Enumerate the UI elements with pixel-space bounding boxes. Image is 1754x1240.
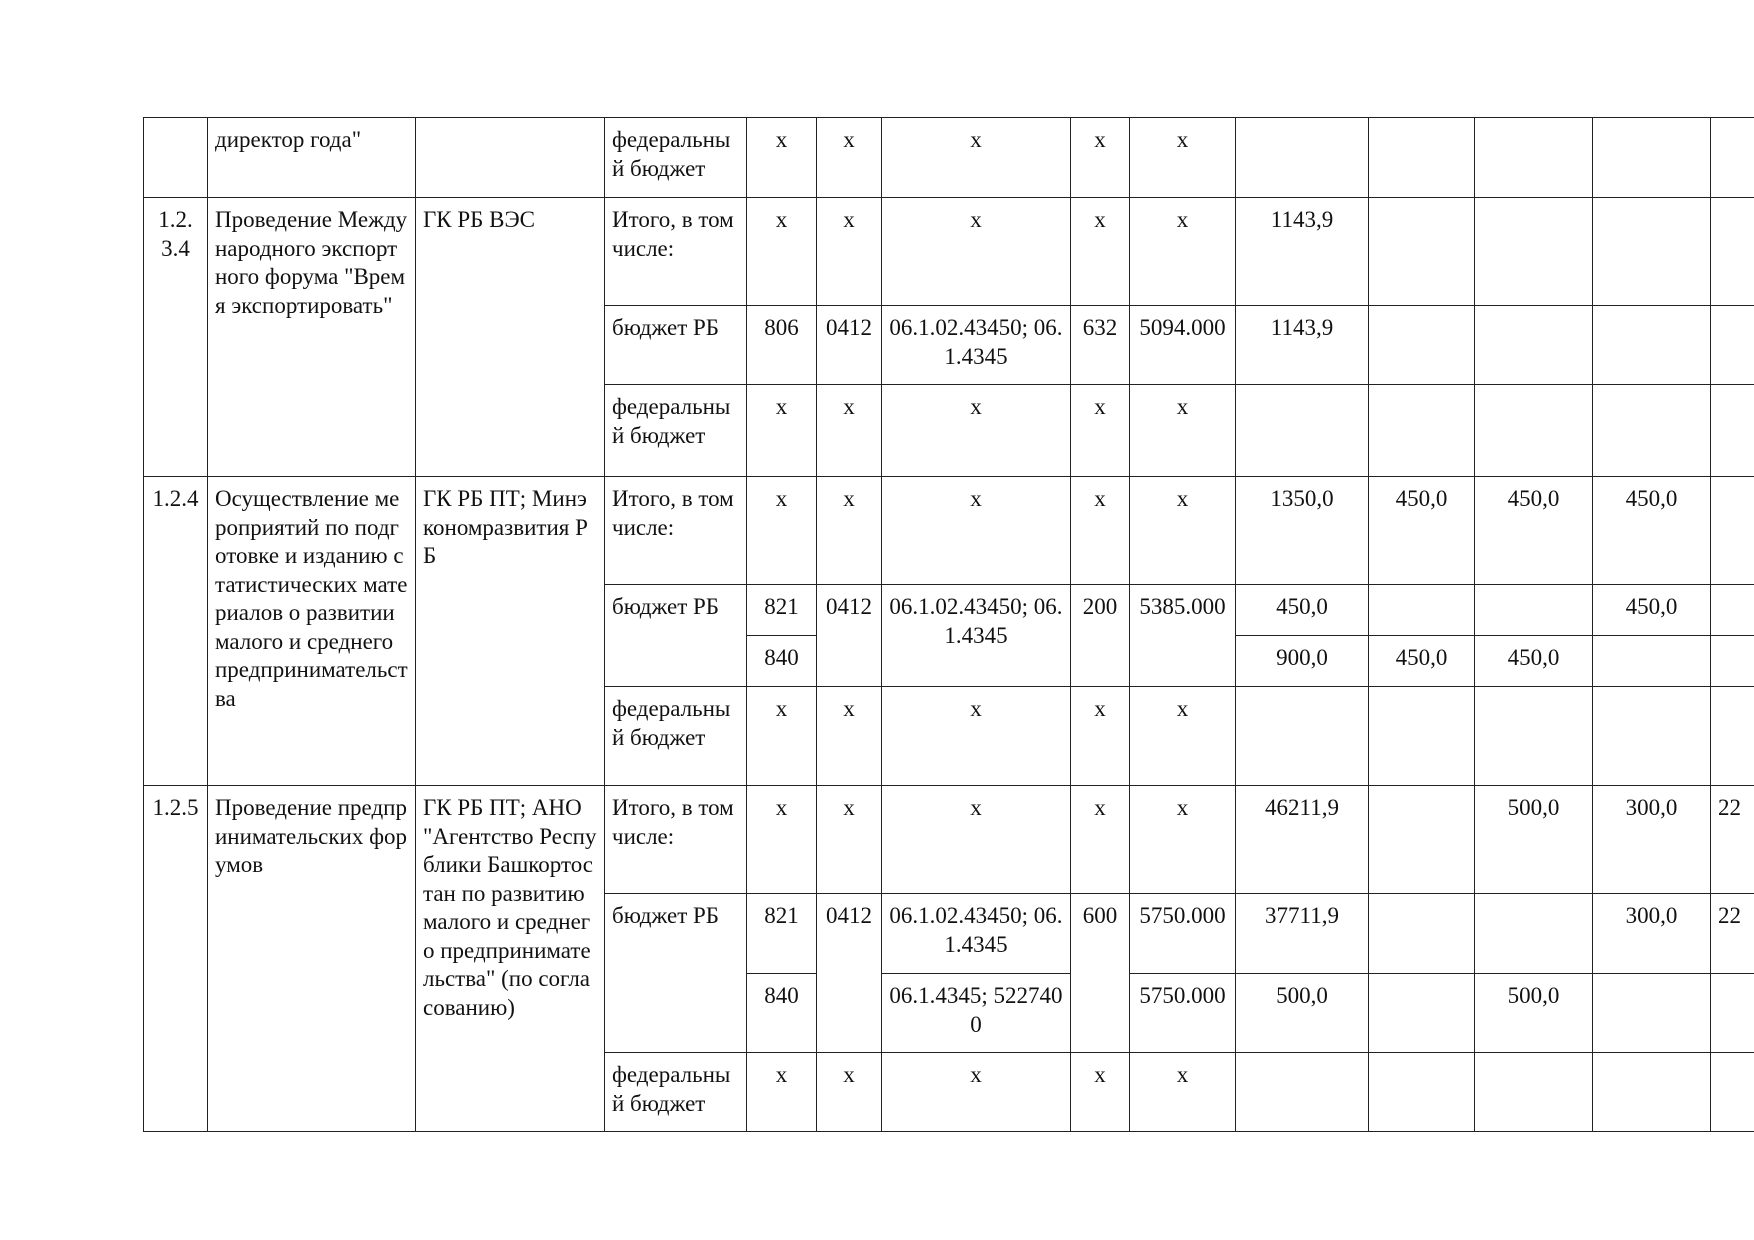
- year2-cell: [1475, 894, 1593, 974]
- year1-cell: [1369, 306, 1475, 385]
- year3-cell: [1593, 974, 1711, 1053]
- source-cell: федеральный бюджет: [605, 385, 747, 477]
- budget-table: [143, 117, 1754, 1132]
- table-row: [144, 198, 1754, 306]
- sum-cell: [1236, 687, 1369, 786]
- measure-name-cell: Осуществление мероприятий по подготовке и изданию статистических материалов о развитии малого и среднего предпринимательства: [208, 477, 416, 786]
- year3-cell: 450,0: [1593, 477, 1711, 585]
- measure-id-cell: 1.2.5: [144, 786, 208, 1132]
- kosgu-cell: х: [1130, 1053, 1236, 1132]
- measure-id-cell: [144, 118, 208, 198]
- vr-cell: х: [1071, 198, 1130, 306]
- vr-cell: 200: [1071, 585, 1130, 687]
- year3-cell: [1593, 118, 1711, 198]
- year4-cell: [1711, 1053, 1754, 1132]
- rzpr-cell: 0412: [817, 306, 882, 385]
- kosgu-cell: х: [1130, 118, 1236, 198]
- executor-cell: [416, 118, 605, 198]
- year4-cell: [1711, 636, 1754, 687]
- kosgu-cell: х: [1130, 198, 1236, 306]
- csr-cell: х: [882, 687, 1071, 786]
- measure-id-cell: 1.2.3.4: [144, 198, 208, 477]
- year3-cell: [1593, 385, 1711, 477]
- year3-cell: [1593, 636, 1711, 687]
- year3-cell: [1593, 198, 1711, 306]
- year2-cell: [1475, 118, 1593, 198]
- year2-cell: [1475, 1053, 1593, 1132]
- grbs-cell: 806: [747, 306, 817, 385]
- vr-cell: х: [1071, 786, 1130, 894]
- measure-id-cell: 1.2.4: [144, 477, 208, 786]
- csr-cell: х: [882, 385, 1071, 477]
- year3-cell: 300,0: [1593, 894, 1711, 974]
- grbs-cell: х: [747, 786, 817, 894]
- kosgu-cell: 5750.000: [1130, 894, 1236, 974]
- csr-cell: х: [882, 198, 1071, 306]
- vr-cell: х: [1071, 118, 1130, 198]
- kosgu-cell: х: [1130, 477, 1236, 585]
- grbs-cell: х: [747, 1053, 817, 1132]
- year2-cell: [1475, 385, 1593, 477]
- executor-cell: ГК РБ ПТ; АНО "Агентство Республики Башкортостан по развитию малого и среднего предпринимательства" (по согласованию): [416, 786, 605, 1132]
- year4-cell: 22: [1711, 786, 1754, 894]
- measure-name-cell: Проведение предпринимательских форумов: [208, 786, 416, 1132]
- table-row: [144, 477, 1754, 585]
- sum-cell: [1236, 118, 1369, 198]
- grbs-cell: 840: [747, 636, 817, 687]
- year2-cell: 450,0: [1475, 636, 1593, 687]
- year2-cell: 450,0: [1475, 477, 1593, 585]
- source-cell: бюджет РБ: [605, 894, 747, 1053]
- kosgu-cell: х: [1130, 687, 1236, 786]
- sum-cell: 450,0: [1236, 585, 1369, 636]
- grbs-cell: х: [747, 198, 817, 306]
- csr-cell: 06.1.4345; 5227400: [882, 974, 1071, 1053]
- rzpr-cell: х: [817, 687, 882, 786]
- csr-cell: 06.1.02.43450; 06.1.4345: [882, 894, 1071, 974]
- source-cell: Итого, в том числе:: [605, 786, 747, 894]
- kosgu-cell: 5750.000: [1130, 974, 1236, 1053]
- rzpr-cell: х: [817, 1053, 882, 1132]
- source-cell: Итого, в том числе:: [605, 477, 747, 585]
- rzpr-cell: х: [817, 477, 882, 585]
- grbs-cell: х: [747, 687, 817, 786]
- year1-cell: [1369, 198, 1475, 306]
- rzpr-cell: х: [817, 198, 882, 306]
- year4-cell: 22: [1711, 894, 1754, 974]
- table-row: [144, 118, 1754, 198]
- year2-cell: 500,0: [1475, 974, 1593, 1053]
- source-cell: федеральный бюджет: [605, 1053, 747, 1132]
- year2-cell: [1475, 306, 1593, 385]
- sum-cell: 37711,9: [1236, 894, 1369, 974]
- year2-cell: [1475, 198, 1593, 306]
- year3-cell: [1593, 1053, 1711, 1132]
- source-cell: федеральный бюджет: [605, 118, 747, 198]
- grbs-cell: х: [747, 477, 817, 585]
- year1-cell: [1369, 1053, 1475, 1132]
- rzpr-cell: х: [817, 385, 882, 477]
- year4-cell: [1711, 974, 1754, 1053]
- year1-cell: [1369, 786, 1475, 894]
- csr-cell: х: [882, 477, 1071, 585]
- sum-cell: 500,0: [1236, 974, 1369, 1053]
- year2-cell: [1475, 687, 1593, 786]
- source-cell: бюджет РБ: [605, 306, 747, 385]
- vr-cell: 600: [1071, 894, 1130, 1053]
- year2-cell: [1475, 585, 1593, 636]
- sum-cell: 1143,9: [1236, 198, 1369, 306]
- sum-cell: 1350,0: [1236, 477, 1369, 585]
- grbs-cell: 821: [747, 894, 817, 974]
- year1-cell: [1369, 894, 1475, 974]
- year4-cell: [1711, 198, 1754, 306]
- year4-cell: [1711, 306, 1754, 385]
- executor-cell: ГК РБ ВЭС: [416, 198, 605, 477]
- year2-cell: 500,0: [1475, 786, 1593, 894]
- kosgu-cell: х: [1130, 385, 1236, 477]
- source-cell: бюджет РБ: [605, 585, 747, 687]
- sum-cell: 1143,9: [1236, 306, 1369, 385]
- year4-cell: [1711, 118, 1754, 198]
- csr-cell: х: [882, 118, 1071, 198]
- sum-cell: [1236, 1053, 1369, 1132]
- sum-cell: 900,0: [1236, 636, 1369, 687]
- vr-cell: 632: [1071, 306, 1130, 385]
- csr-cell: 06.1.02.43450; 06.1.4345: [882, 306, 1071, 385]
- rzpr-cell: х: [817, 118, 882, 198]
- year1-cell: 450,0: [1369, 636, 1475, 687]
- year3-cell: 300,0: [1593, 786, 1711, 894]
- year4-cell: [1711, 385, 1754, 477]
- year4-cell: [1711, 585, 1754, 636]
- measure-name-cell: Проведение Международного экспортного форума "Время экспортировать": [208, 198, 416, 477]
- kosgu-cell: 5094.000: [1130, 306, 1236, 385]
- source-cell: федеральный бюджет: [605, 687, 747, 786]
- kosgu-cell: 5385.000: [1130, 585, 1236, 687]
- year3-cell: 450,0: [1593, 585, 1711, 636]
- grbs-cell: 821: [747, 585, 817, 636]
- year1-cell: 450,0: [1369, 477, 1475, 585]
- csr-cell: 06.1.02.43450; 06.1.4345: [882, 585, 1071, 687]
- year3-cell: [1593, 687, 1711, 786]
- year4-cell: [1711, 477, 1754, 585]
- year1-cell: [1369, 385, 1475, 477]
- vr-cell: х: [1071, 1053, 1130, 1132]
- vr-cell: х: [1071, 385, 1130, 477]
- rzpr-cell: х: [817, 786, 882, 894]
- year3-cell: [1593, 306, 1711, 385]
- kosgu-cell: х: [1130, 786, 1236, 894]
- grbs-cell: х: [747, 385, 817, 477]
- year4-cell: [1711, 687, 1754, 786]
- year1-cell: [1369, 585, 1475, 636]
- grbs-cell: 840: [747, 974, 817, 1053]
- rzpr-cell: 0412: [817, 894, 882, 1053]
- vr-cell: х: [1071, 687, 1130, 786]
- source-cell: Итого, в том числе:: [605, 198, 747, 306]
- grbs-cell: х: [747, 118, 817, 198]
- csr-cell: х: [882, 1053, 1071, 1132]
- table-row: [144, 786, 1754, 894]
- sum-cell: 46211,9: [1236, 786, 1369, 894]
- measure-name-cell: директор года": [208, 118, 416, 198]
- year1-cell: [1369, 118, 1475, 198]
- rzpr-cell: 0412: [817, 585, 882, 687]
- csr-cell: х: [882, 786, 1071, 894]
- vr-cell: х: [1071, 477, 1130, 585]
- executor-cell: ГК РБ ПТ; Минэкономразвития РБ: [416, 477, 605, 786]
- sum-cell: [1236, 385, 1369, 477]
- year1-cell: [1369, 974, 1475, 1053]
- year1-cell: [1369, 687, 1475, 786]
